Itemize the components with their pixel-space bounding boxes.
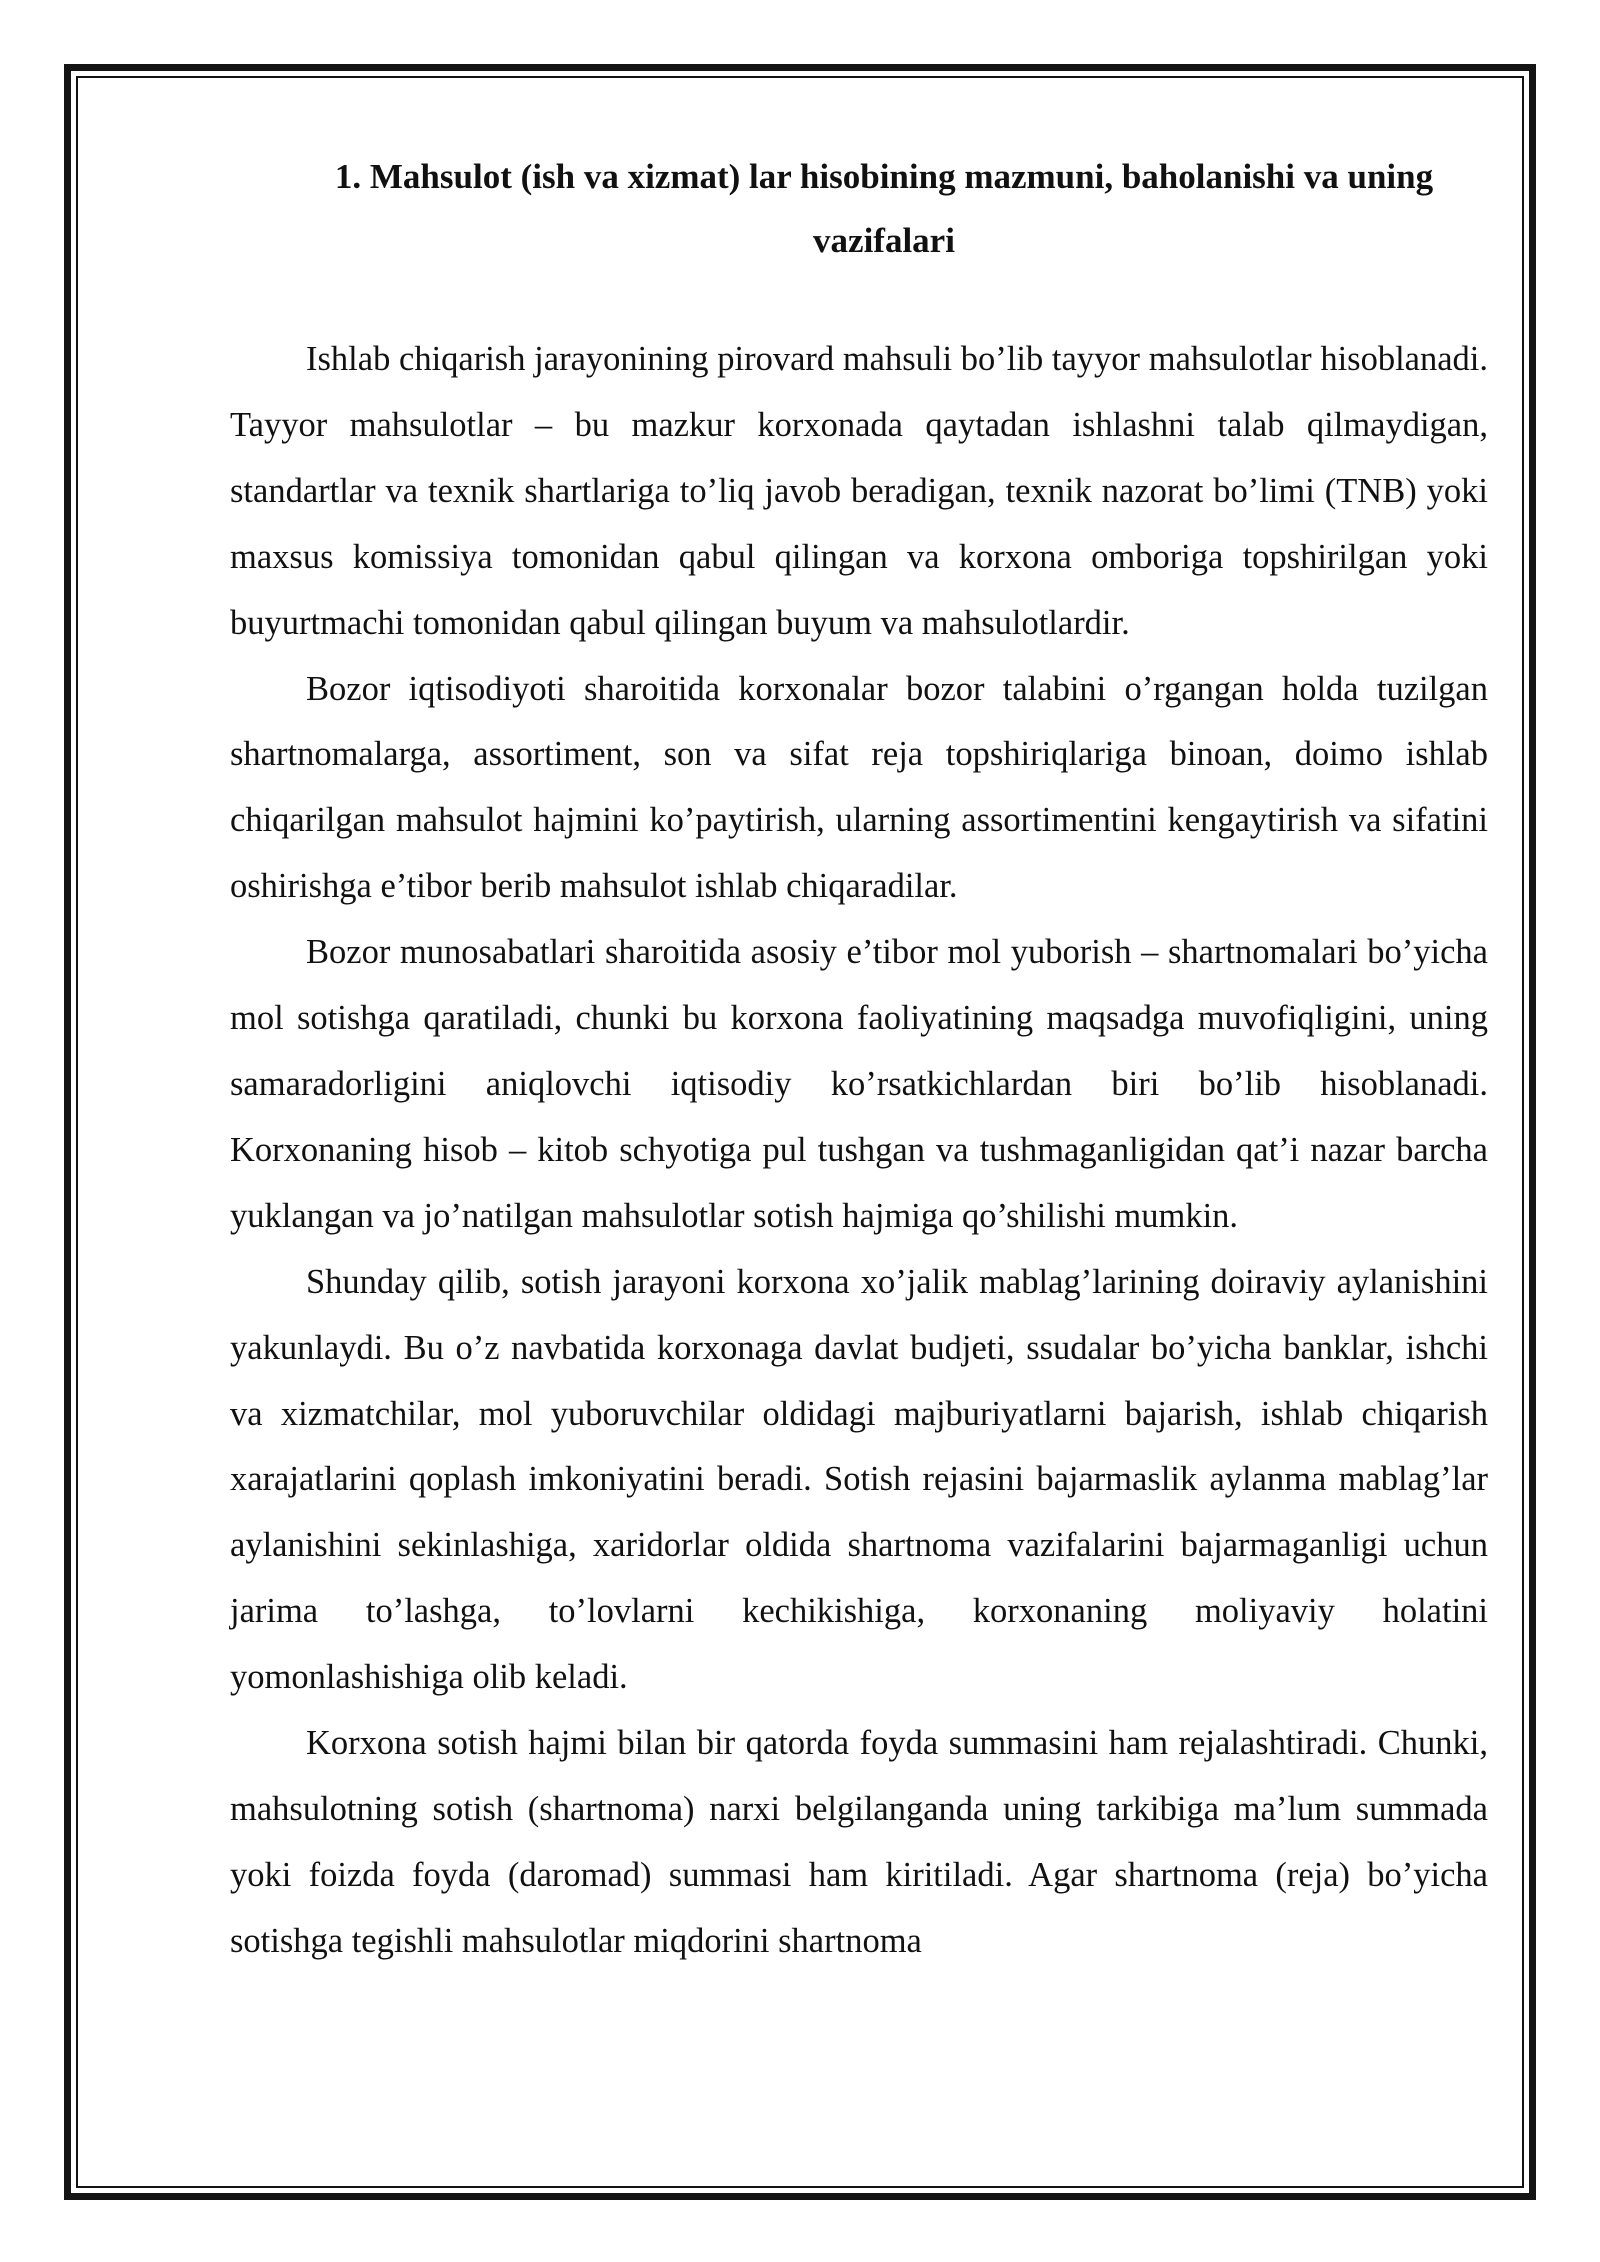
paragraph: Shunday qilib, sotish jarayoni korxona xo’jalik mablag’larining doiraviy aylanishini yakunlaydi. Bu o’z navbatida korxonaga davlat budjeti, ssudalar bo’yicha banklar, ishchi va xizmatchilar, mol yuboruvchilar oldidagi majburiyatlarni bajarish, ishlab chiqarish xarajatlarini qoplash imkoniyatini beradi. Sotish rejasini bajarmaslik aylanma mablag’lar aylanishini sekinlashiga, xaridorlar oldida shartnoma vazifalarini bajarmaganligi uchun jarima to’lashga, to’lovlarni kechikishiga, korxonaning moliyaviy holatini yomonlashishiga olib keladi. — [230, 1262, 1488, 1697]
paragraph: Ishlab chiqarish jarayonining pirovard mahsuli bo’lib tayyor mahsulotlar hisoblanadi. Tayyor mahsulotlar – bu mazkur korxonada qaytadan ishlashni talab qilmaydigan, standartlar va texnik shartlariga to’liq javob beradigan, texnik nazorat bo’limi (TNB) yoki maxsus komissiya tomonidan qabul qilingan va korxona omboriga topshirilgan yoki buyurtmachi tomonidan qabul qilingan buyum va mahsulotlardir. — [230, 340, 1488, 642]
paragraph: Korxona sotish hajmi bilan bir qatorda foyda summasini ham rejalashtiradi. Chunki, mahsulotning sotish (shartnoma) narxi belgilanganda uning tarkibiga ma’lum summada yoki foizda foyda (daromad) summasi ham kiritiladi. Agar shartnoma (reja) bo’yicha sotishga tegishli mahsulotlar miqdorini shartnoma — [230, 1724, 1488, 1960]
paragraph: Bozor iqtisodiyoti sharoitida korxonalar bozor talabini o’rgangan holda tuzilgan shartnomalarga, assortiment, son va sifat reja topshiriqlariga binoan, doimo ishlab chiqarilgan mahsulot hajmini ko’paytirish, ularning assortimentini kengaytirish va sifatini oshirishga e’tibor berib mahsulot ishlab chiqaradilar. — [230, 669, 1488, 906]
paragraph: Bozor munosabatlari sharoitida asosiy e’tibor mol yuborish – shartnomalari bo’yicha mol sotishga qaratiladi, chunki bu korxona faoliyatining maqsadga muvofiqligini, uning samaradorligini aniqlovchi iqtisodiy ko’rsatkichlardan biri bo’lib hisoblanadi. Korxonaning hisob – kitob schyotiga pul tushgan va tushmaganligidan qat’i nazar barcha yuklangan va jo’natilgan mahsulotlar sotish hajmiga qo’shilishi mumkin. — [230, 933, 1488, 1235]
document-body — [230, 145, 1488, 1975]
section-heading: 1. Mahsulot (ish va xizmat) lar hisobining mazmuni, baholanishi va uning vazifalari — [334, 157, 1434, 260]
paragraph-list — [230, 327, 1488, 1975]
